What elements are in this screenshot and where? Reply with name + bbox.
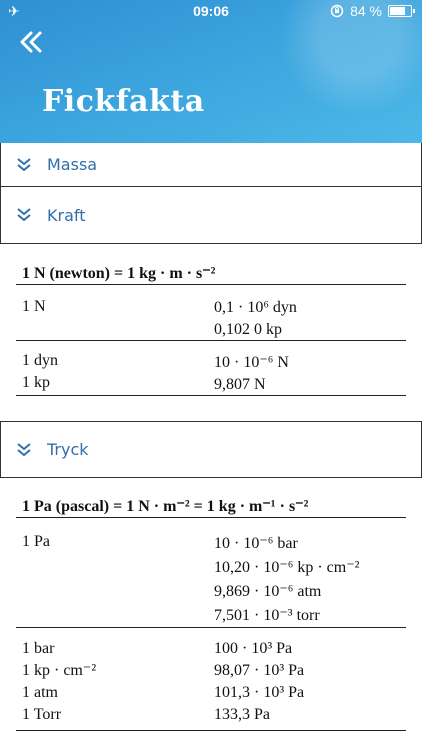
section-kraft[interactable]: [0, 186, 422, 244]
unit-value: 10 · 10⁻⁶ N: [214, 354, 289, 371]
unit-value: 0,102 0 kp: [214, 321, 282, 338]
unit-label: 1 bar: [22, 640, 55, 657]
kraft-row1-right: [214, 297, 297, 341]
divider: [16, 517, 406, 518]
battery-percent: 84 %: [350, 3, 382, 19]
divider: [16, 340, 406, 341]
unit-value: 0,1 · 10⁶ dyn: [214, 299, 297, 316]
divider: [16, 395, 406, 396]
unit-label: 1 N: [22, 298, 46, 315]
chevron-double-down-icon: [15, 156, 33, 174]
kraft-row2-right: [214, 352, 289, 396]
unit-value: 9,807 N: [214, 376, 266, 393]
chevron-double-down-icon: [15, 206, 33, 224]
divider: [16, 627, 406, 628]
unit-value: 7,501 · 10⁻³ torr: [214, 607, 320, 624]
tryck-row1-right: [214, 532, 359, 628]
section-tryck-label: Tryck: [47, 440, 89, 459]
unit-value: 10 · 10⁻⁶ bar: [214, 535, 298, 552]
tryck-row2-left: [22, 638, 96, 726]
battery-icon: [388, 5, 412, 17]
unit-value: 10,20 · 10⁻⁶ kp · cm⁻²: [214, 559, 360, 576]
unit-value: 133,3 Pa: [214, 706, 270, 723]
tryck-row2-right: [214, 638, 304, 726]
unit-value: 101,3 · 10³ Pa: [214, 684, 305, 701]
section-tryck[interactable]: [0, 421, 422, 478]
unit-value: 100 · 10³ Pa: [214, 640, 293, 657]
status-right: [330, 3, 412, 19]
unit-label: 1 kp · cm⁻²: [22, 662, 97, 679]
section-massa[interactable]: [0, 143, 422, 187]
unit-value: 98,07 · 10³ Pa: [214, 662, 305, 679]
app-header: [0, 0, 422, 143]
chevron-double-down-icon: [15, 441, 33, 459]
back-double-chevron-icon[interactable]: [16, 26, 48, 58]
page-title: Fickfakta: [42, 84, 205, 119]
unit-label: 1 kp: [22, 374, 50, 391]
section-massa-label: Massa: [47, 155, 98, 174]
unit-value: 9,869 · 10⁻⁶ atm: [214, 583, 322, 600]
kraft-formula: 1 N (newton) = 1 kg · m · s⁻²: [22, 265, 216, 282]
battery-level: [390, 7, 405, 15]
unit-label: 1 Pa: [22, 533, 50, 550]
unit-label: 1 Torr: [22, 706, 62, 723]
airplane-icon: ✈: [8, 3, 20, 19]
kraft-row2-left: [22, 350, 58, 394]
status-bar: [0, 0, 422, 22]
divider: [16, 284, 406, 285]
unit-label: 1 dyn: [22, 352, 58, 369]
divider: [16, 730, 406, 731]
tryck-row1-left: [22, 531, 50, 553]
kraft-row1-left: [22, 296, 46, 318]
section-kraft-label: Kraft: [47, 205, 86, 225]
tryck-formula: 1 Pa (pascal) = 1 N · m⁻² = 1 kg · m⁻¹ · s⁻²: [22, 498, 309, 515]
orientation-lock-icon: [330, 4, 344, 18]
status-time: 09:06: [193, 3, 229, 19]
unit-label: 1 atm: [22, 684, 58, 701]
